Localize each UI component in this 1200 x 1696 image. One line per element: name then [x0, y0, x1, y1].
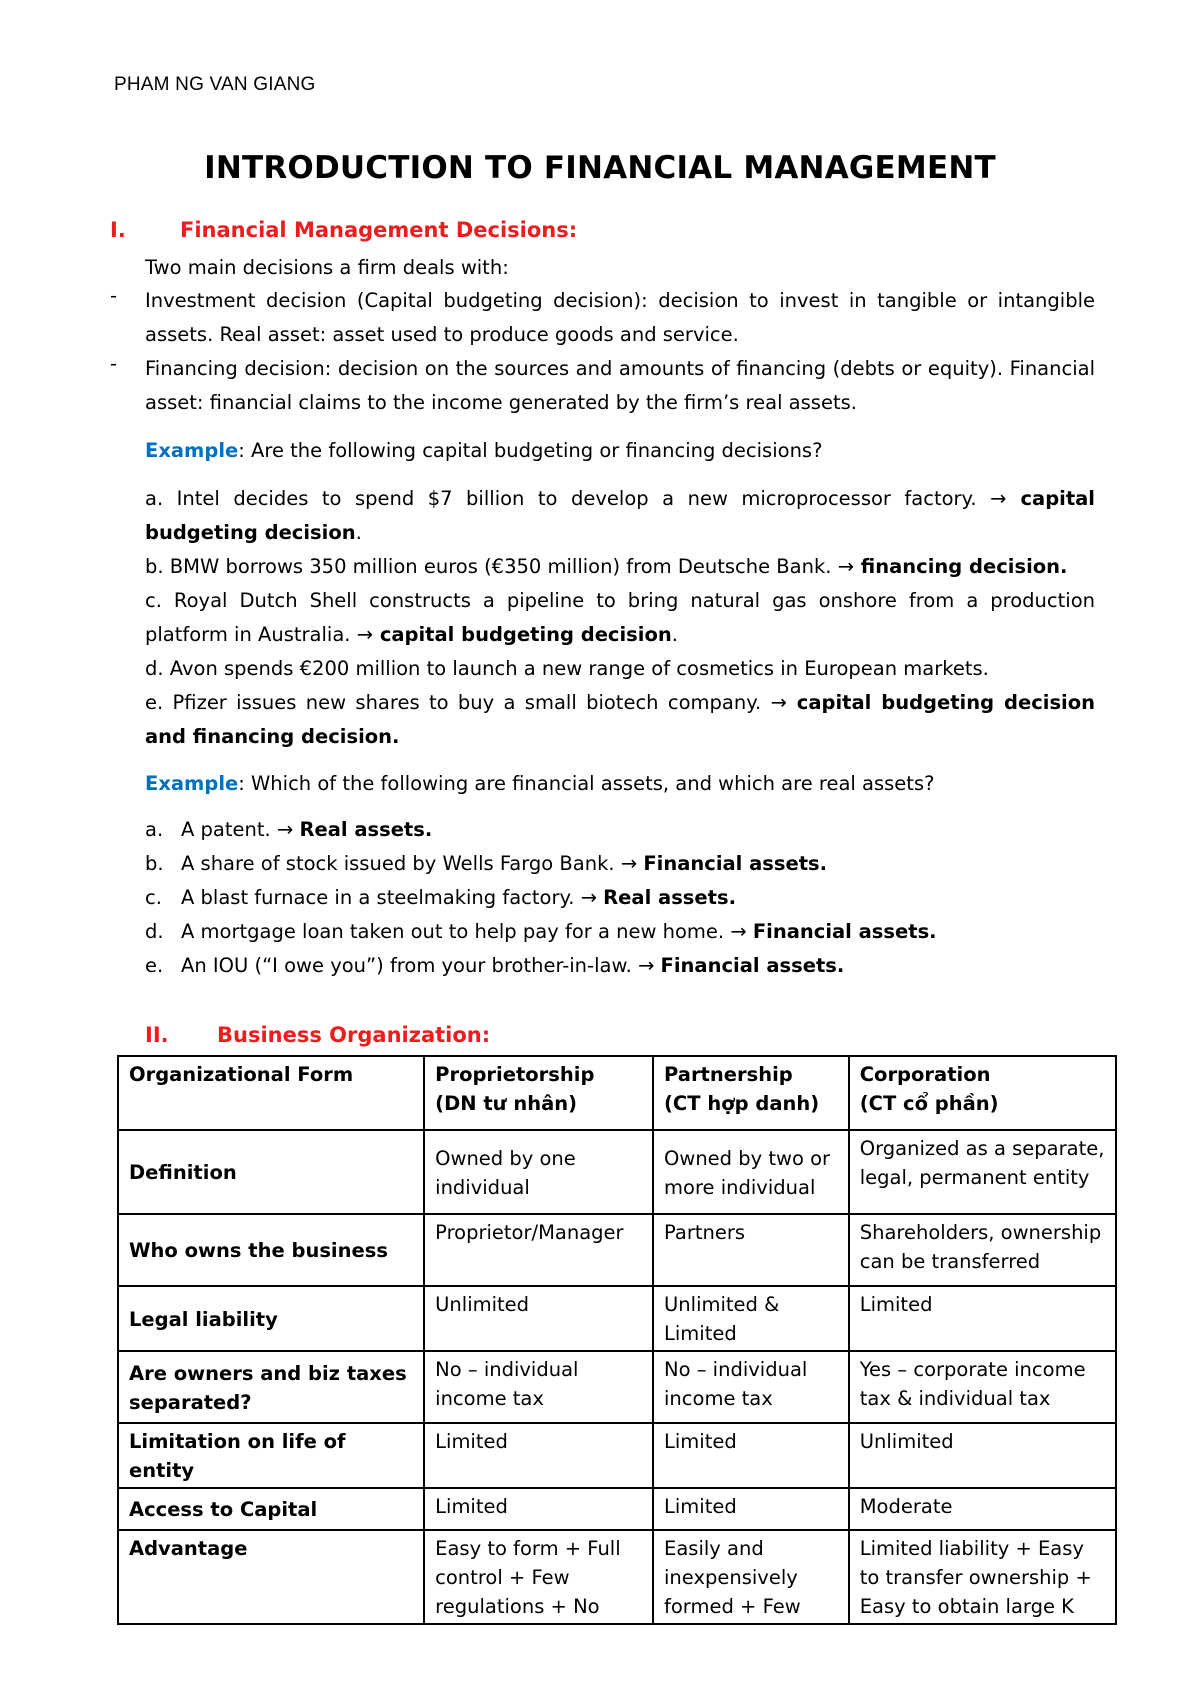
item-text: c. Royal Dutch Shell constructs a pipeline to bring natural gas onshore from a production platform in Australia. →: [145, 589, 1095, 646]
table-cell: No – individual income tax: [653, 1351, 849, 1423]
item-text: An IOU (“I owe you”) from your brother-in-law. →: [181, 954, 661, 977]
example-1-item-b: [145, 550, 1105, 584]
page-title: INTRODUCTION TO FINANCIAL MANAGEMENT: [204, 150, 996, 186]
item-answer: capital budgeting decision and financing decision.: [145, 691, 1096, 748]
column-subtitle: (CT hợp danh): [664, 1092, 820, 1115]
row-label: Access to Capital: [118, 1488, 424, 1530]
example-1-item-c: [145, 584, 1095, 652]
table-header-cell: [653, 1056, 849, 1130]
item-tail: .: [671, 623, 678, 646]
table-cell: Unlimited: [849, 1423, 1116, 1488]
item-label: a.: [145, 818, 164, 841]
table-cell: Easy to form + Full control + Few regulations + No: [424, 1530, 653, 1624]
example-1-label: Example: [145, 439, 239, 462]
section-2-number: II.: [145, 1023, 169, 1047]
section-1-intro: Two main decisions a firm deals with:: [145, 256, 509, 279]
example-2-item-d: [145, 915, 1105, 949]
example-2-item-b: [145, 847, 1105, 881]
item-text: A patent. →: [181, 818, 300, 841]
business-organization-table: [117, 1055, 1117, 1625]
section-2-title: Business Organization:: [217, 1023, 491, 1047]
table-cell: Limited: [849, 1286, 1116, 1351]
table-cell: Limited: [653, 1423, 849, 1488]
table-row: [118, 1530, 1116, 1624]
item-answer: capital budgeting decision: [373, 623, 672, 646]
item-text: A blast furnace in a steelmaking factory. →: [181, 886, 604, 909]
header-label: Organizational Form: [129, 1063, 354, 1086]
table-header-row: [118, 1056, 1116, 1130]
table-header-cell: [118, 1056, 424, 1130]
table-cell: Shareholders, ownership can be transferred: [849, 1214, 1116, 1286]
section-2-heading: [145, 1023, 845, 1053]
table-header-cell: [424, 1056, 653, 1130]
bullet-financing-decision: Financing decision: decision on the sources and amounts of financing (debts or equity). Financial asset: financial claims to the income generated by the firm’s real assets.: [145, 357, 1095, 414]
table-cell: Organized as a separate, legal, permanent entity: [849, 1130, 1116, 1214]
author-header: PHAM NG VAN GIANG: [114, 74, 316, 95]
example-1-prompt: [145, 434, 1105, 468]
bullet-marker: -: [110, 352, 118, 375]
section-1-number: I.: [110, 218, 126, 242]
item-answer: Real assets.: [299, 818, 433, 841]
column-subtitle: (DN tư nhân): [435, 1092, 578, 1115]
example-1-item-e: [145, 686, 1095, 754]
table-cell: Owned by one individual: [424, 1130, 653, 1214]
table-cell: Easily and inexpensively formed + Few: [653, 1530, 849, 1624]
table-row: [118, 1286, 1116, 1351]
item-label: b.: [145, 852, 164, 875]
table-cell: No – individual income tax: [424, 1351, 653, 1423]
item-answer: Real assets.: [603, 886, 736, 909]
table-cell: Limited: [424, 1423, 653, 1488]
table-row: [118, 1423, 1116, 1488]
table-cell: Limited: [424, 1488, 653, 1530]
column-name: Partnership: [664, 1063, 793, 1086]
section-1-heading: [110, 218, 810, 248]
item-answer: Financial assets.: [752, 920, 937, 943]
table-cell: Limited liability + Easy to transfer ownership + Easy to obtain large K: [849, 1530, 1116, 1624]
row-label: Limitation on life of entity: [118, 1423, 424, 1488]
column-name: Proprietorship: [435, 1063, 595, 1086]
example-2-item-e: [145, 949, 1105, 983]
item-label: e.: [145, 954, 164, 977]
row-label: Advantage: [118, 1530, 424, 1624]
item-answer: Financial assets.: [660, 954, 845, 977]
item-answer: Financial assets.: [643, 852, 828, 875]
column-subtitle: (CT cổ phần): [859, 1092, 999, 1115]
table-cell: Partners: [653, 1214, 849, 1286]
item-text: b. BMW borrows 350 million euros (€350 million) from Deutsche Bank. →: [145, 555, 855, 578]
item-text: A share of stock issued by Wells Fargo Bank. →: [181, 852, 644, 875]
table-cell: Yes – corporate income tax & individual tax: [849, 1351, 1116, 1423]
bullet-marker: -: [110, 284, 118, 307]
column-name: Corporation: [859, 1063, 991, 1086]
example-1-item-a: [145, 482, 1095, 550]
table-cell: Unlimited: [424, 1286, 653, 1351]
table-header-cell: [849, 1056, 1116, 1130]
table-row: [118, 1351, 1116, 1423]
example-2-question: : Which of the following are financial assets, and which are real assets?: [238, 772, 935, 795]
example-2-label: Example: [145, 772, 239, 795]
table-row: [118, 1130, 1116, 1214]
table-cell: Moderate: [849, 1488, 1116, 1530]
example-1-question: : Are the following capital budgeting or financing decisions?: [238, 439, 823, 462]
row-label: Who owns the business: [118, 1214, 424, 1286]
item-text: e. Pfizer issues new shares to buy a small biotech company. →: [145, 691, 787, 714]
section-1-title: Financial Management Decisions:: [180, 218, 578, 242]
table-cell: Limited: [653, 1488, 849, 1530]
row-label: Are owners and biz taxes separated?: [118, 1351, 424, 1423]
example-2-item-a: [145, 813, 1105, 847]
item-answer: capital budgeting decision: [145, 487, 1095, 544]
row-label: Definition: [118, 1130, 424, 1214]
bullet-investment-decision: Investment decision (Capital budgeting decision): decision to invest in tangible or intangible assets. Real asset: asset used to produce goods and service.: [145, 289, 1095, 346]
item-label: d.: [145, 920, 164, 943]
table-cell: Proprietor/Manager: [424, 1214, 653, 1286]
example-2-item-c: [145, 881, 1105, 915]
item-text: a. Intel decides to spend $7 billion to develop a new microprocessor factory. →: [145, 487, 1007, 510]
item-answer: financing decision.: [854, 555, 1068, 578]
table-cell: Owned by two or more individual: [653, 1130, 849, 1214]
row-label: Legal liability: [118, 1286, 424, 1351]
example-2-prompt: [145, 767, 1105, 801]
example-1-item-d: [145, 652, 1105, 686]
table-cell: Unlimited & Limited: [653, 1286, 849, 1351]
item-label: c.: [145, 886, 162, 909]
table-row: [118, 1488, 1116, 1530]
table-row: [118, 1214, 1116, 1286]
item-text: A mortgage loan taken out to help pay for a new home. →: [181, 920, 753, 943]
item-tail: .: [355, 521, 362, 544]
item-text: d. Avon spends €200 million to launch a new range of cosmetics in European markets.: [145, 657, 989, 680]
